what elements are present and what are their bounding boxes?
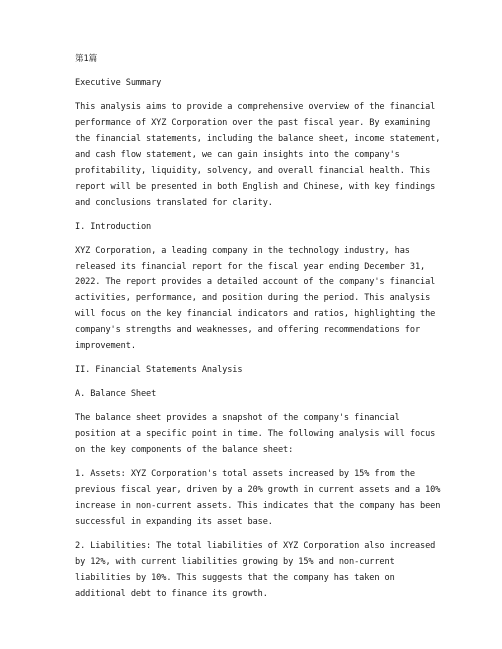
- paragraph-line: profitability, liquidity, solvency, and overall financial health. This: [75, 165, 431, 176]
- paragraph: [75, 467, 467, 531]
- paragraph-line: position at a specific point in time. The following analysis will focus: [75, 429, 436, 440]
- spacer: [75, 211, 467, 219]
- paragraph-line: company's strengths and weaknesses, and offering recommendations for: [75, 325, 421, 336]
- paragraph-line: the financial statements, including the balance sheet, income statement,: [75, 133, 441, 144]
- spacer: [75, 235, 467, 243]
- paragraph-line: activities, performance, and position during the period. This analysis: [75, 293, 431, 304]
- document-page: [75, 52, 467, 602]
- paragraph-line: The balance sheet provides a snapshot of the company's financial: [75, 413, 400, 424]
- section-heading: [75, 220, 467, 236]
- paragraph-line: 2022. The report provides a detailed account of the company's financial: [75, 277, 436, 288]
- page-label: 第1篇: [75, 54, 98, 64]
- spacer: [75, 68, 467, 76]
- paragraph: [75, 411, 467, 459]
- paragraph-line: XYZ Corporation, a leading company in the technology industry, has: [75, 245, 410, 256]
- spacer: [75, 379, 467, 387]
- spacer: [75, 403, 467, 411]
- spacer: [75, 92, 467, 100]
- heading-line: I. Introduction: [75, 221, 152, 232]
- paragraph-line: released its financial report for the fiscal year ending December 31,: [75, 261, 426, 272]
- paragraph-line: on the key components of the balance sheet:: [75, 445, 294, 456]
- paragraph-line: 2. Liabilities: The total liabilities of XYZ Corporation also increased: [75, 540, 436, 551]
- paragraph-line: previous fiscal year, driven by a 20% growth in current assets and a 10%: [75, 484, 441, 495]
- heading-line: II. Financial Statements Analysis: [75, 365, 243, 376]
- paragraph-line: This analysis aims to provide a comprehensive overview of the financial: [75, 102, 436, 113]
- paragraph-line: liabilities by 10%. This suggests that the company has taken on: [75, 572, 395, 583]
- section-heading: [75, 363, 467, 379]
- heading-line: A. Balance Sheet: [75, 389, 157, 400]
- paragraph: [75, 539, 467, 603]
- paragraph-line: performance of XYZ Corporation over the past fiscal year. By examining: [75, 118, 431, 129]
- paragraph-line: and conclusions translated for clarity.: [75, 197, 273, 208]
- paragraph-line: additional debt to finance its growth.: [75, 588, 268, 599]
- paragraph-line: successful in expanding its asset base.: [75, 516, 273, 527]
- paragraph-line: report will be presented in both English and Chinese, with key findings: [75, 181, 436, 192]
- paragraph-line: by 12%, with current liabilities growing by 15% and non-current: [75, 556, 395, 567]
- heading-line: Executive Summary: [75, 78, 162, 89]
- spacer: [75, 355, 467, 363]
- spacer: [75, 531, 467, 539]
- paragraph: [75, 244, 467, 355]
- section-heading: [75, 76, 467, 92]
- paragraph-line: and cash flow statement, we can gain insights into the company's: [75, 149, 400, 160]
- paragraph-line: will focus on the key financial indicators and ratios, highlighting the: [75, 309, 436, 320]
- spacer: [75, 459, 467, 467]
- paragraph-line: increase in non-current assets. This indicates that the company has been: [75, 500, 441, 511]
- subsection-heading: [75, 387, 467, 403]
- paragraph-line: 1. Assets: XYZ Corporation's total assets increased by 15% from the: [75, 469, 415, 480]
- paragraph-line: improvement.: [75, 341, 136, 351]
- paragraph: [75, 100, 467, 211]
